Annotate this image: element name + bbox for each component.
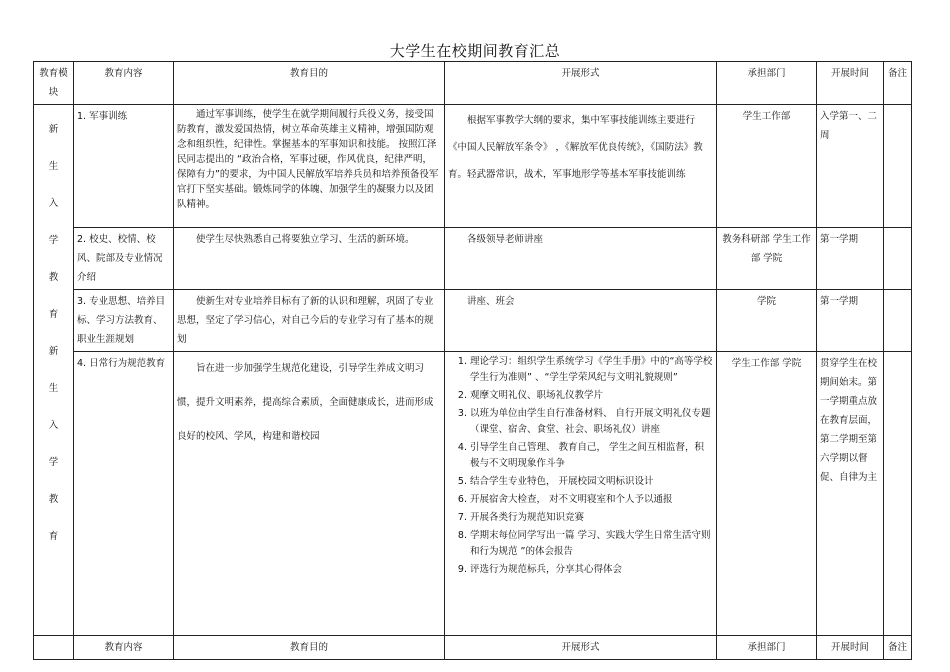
form-list: [448, 354, 713, 578]
list-item: 4. 引导学生自己管理、 教育自己， 学生之间互相监督，积极与不文明现象作斗争: [470, 440, 713, 472]
content-cell: 1. 军事训练: [74, 105, 174, 228]
form-cell: 各级领导老师讲座: [445, 228, 717, 290]
content-cell: 3. 专业思想、培养目标、学习方法教育、职业生涯规划: [74, 290, 174, 352]
content-cell: 4. 日常行为规范教育: [74, 352, 174, 636]
table-row: [34, 290, 912, 352]
form-cell: 根据军事教学大纲的要求，集中军事技能训练主要进行《中国人民解放军条令》 ，《解放军优良传统》，《国防法》教育。轻武器常识，战术，军事地形学等基本军事技能训练: [445, 105, 717, 228]
list-item: 2. 观摩文明礼仪、职场礼仪教学片: [470, 388, 713, 404]
goal-cell: 旨在进一步加强学生规范化建设，引导学生养成文明习惯，提升文明素养，提高综合素质，全面健康成长，进而形成良好的校风、学风，构建和谐校园: [174, 352, 445, 636]
time-cell: 第一学期: [817, 290, 884, 352]
header-module: 教育模块: [34, 62, 74, 105]
module-char: 育: [48, 531, 59, 542]
goal-cell: 通过军事训练，使学生在就学期间履行兵役义务，接受国防教育，激发爱国热情，树立革命英雄主义精神，增强国防观念和组织性，纪律性。掌握基本的军事知识和技能。 按照江泽民同志提出的 “政治合格，军事过硬，作风优良，纪律严明，保障有力”的要求，为中国人民解放军培养兵员和培养预备役军官打下坚实基础。锻炼同学的体魄、加强学生的凝聚力以及团队精神。: [174, 105, 445, 228]
header-goal: 教育目的: [174, 62, 445, 105]
module-cell: [34, 105, 74, 636]
footer-form: 开展形式: [445, 636, 717, 660]
header-time: 开展时间: [817, 62, 884, 105]
note-cell: [884, 105, 912, 228]
footer-content: 教育内容: [74, 636, 174, 660]
header-content: 教育内容: [74, 62, 174, 105]
dept-cell: 教务科研部 学生工作部 学院: [717, 228, 817, 290]
module-char: 入: [48, 198, 59, 209]
time-cell: 第一学期: [817, 228, 884, 290]
list-item: 8. 学期末每位同学写出一篇 学习、实践大学生日常生活守则和行为规范 ”的体会报告: [470, 528, 713, 560]
content-cell: 2. 校史、校情、校风、院部及专业情况介绍: [74, 228, 174, 290]
header-dept: 承担部门: [717, 62, 817, 105]
education-summary-table: [33, 61, 912, 660]
dept-cell: 学院: [717, 290, 817, 352]
footer-row: [34, 636, 912, 660]
module-char: 育: [48, 309, 59, 320]
dept-cell: 学生工作部: [717, 105, 817, 228]
dept-cell: 学生工作部 学院: [717, 352, 817, 636]
table-row: [34, 228, 912, 290]
time-cell: 入学第一、二周: [817, 105, 884, 228]
note-cell: [884, 352, 912, 636]
goal-cell: 使新生对专业培养目标有了新的认识和理解，巩固了专业思想，坚定了学习信心，对自己今后的专业学习有了基本的规划: [174, 290, 445, 352]
module-char: 学: [48, 457, 59, 468]
list-item: 5. 结合学生专业特色， 开展校园文明标识设计: [470, 474, 713, 490]
form-cell: 讲座、班会: [445, 290, 717, 352]
goal-cell: 使学生尽快熟悉自己将要独立学习、生活的新环境。: [174, 228, 445, 290]
module-char: 新: [48, 124, 59, 135]
note-cell: [884, 290, 912, 352]
module-char: 学: [48, 235, 59, 246]
list-item: 7. 开展各类行为规范知识竞赛: [470, 510, 713, 526]
form-cell: [445, 352, 717, 636]
header-row: [34, 62, 912, 105]
footer-module: [34, 636, 74, 660]
module-char: 教: [48, 494, 59, 505]
page-title: 大学生在校期间教育汇总: [389, 42, 561, 60]
list-item: 3. 以班为单位由学生自行准备材料、 自行开展文明礼仪专题（课堂、宿舍、食堂、社会、职场礼仪）讲座: [470, 406, 713, 438]
footer-time: 开展时间: [817, 636, 884, 660]
header-note: 备注: [884, 62, 912, 105]
table-row: [34, 105, 912, 228]
list-item: 1. 理论学习：组织学生系统学习《学生手册》中的“高等学校学生行为准则” 、“学生学荣风纪与文明礼貌规则”: [470, 354, 713, 386]
header-form: 开展形式: [445, 62, 717, 105]
module-char: 入: [48, 420, 59, 431]
module-char: 新: [48, 346, 59, 357]
table-row: [34, 352, 912, 636]
list-item: 9. 评选行为规范标兵，分享其心得体会: [470, 562, 713, 578]
module-char: 教: [48, 272, 59, 283]
module-char: 生: [48, 161, 59, 172]
note-cell: [884, 228, 912, 290]
footer-goal: 教育目的: [174, 636, 445, 660]
footer-dept: 承担部门: [717, 636, 817, 660]
module-char: 生: [48, 383, 59, 394]
footer-note: 备注: [884, 636, 912, 660]
list-item: 6. 开展宿舍大检查， 对不文明寝室和个人予以通报: [470, 492, 713, 508]
time-cell: 贯穿学生在校期间始末。第一学期重点放在教育层面，第二学期至第六学期以督促、自律为主: [817, 352, 884, 636]
